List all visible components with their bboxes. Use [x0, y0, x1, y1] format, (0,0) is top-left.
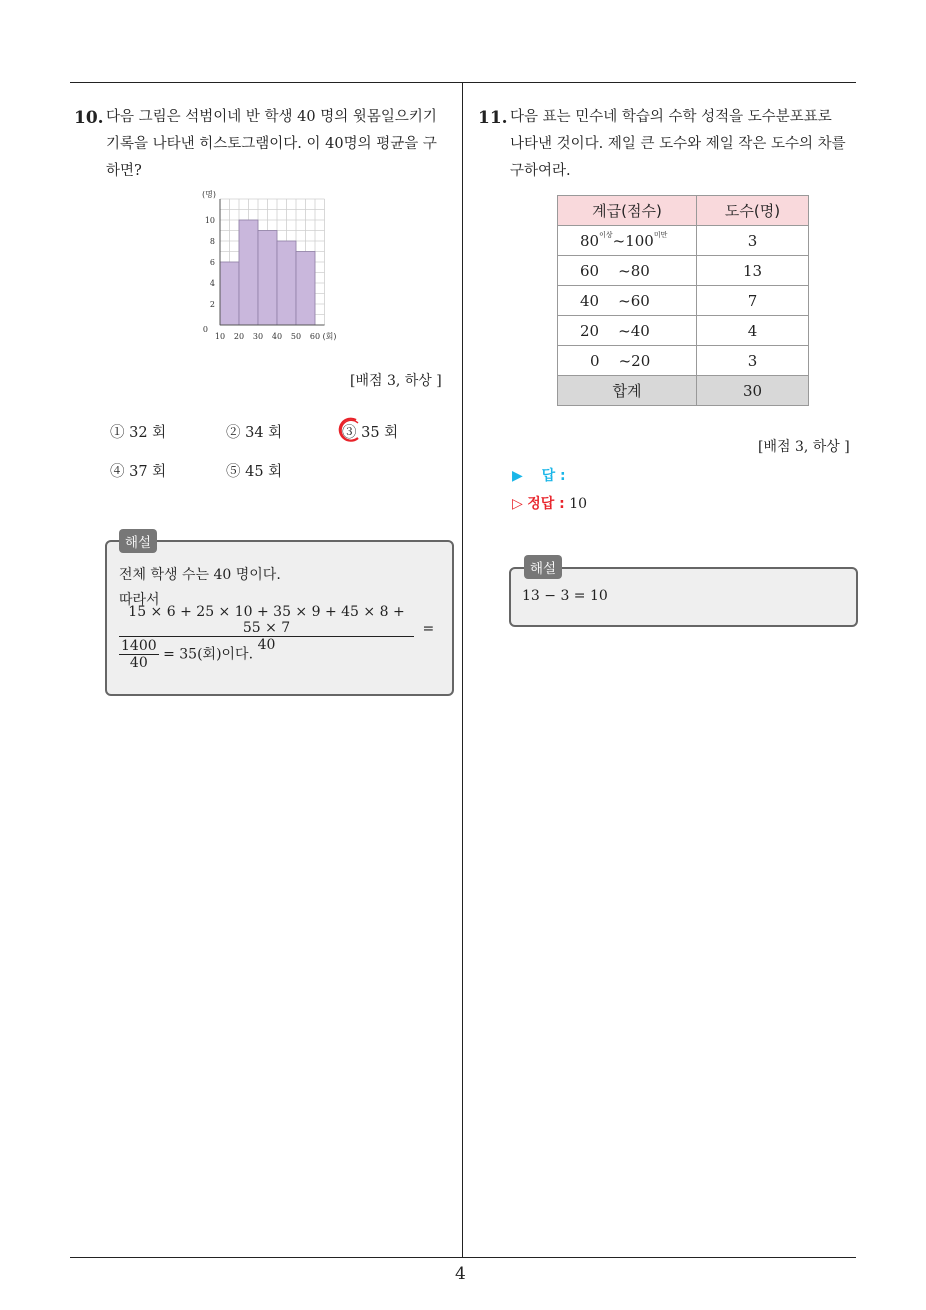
table-row	[558, 316, 809, 346]
frequency-cell: 13	[697, 256, 809, 286]
q11-line: 나타낸 것이다. 제일 큰 도수와 제일 작은 도수의 차를	[510, 136, 846, 152]
x-tick-label: 60	[309, 332, 321, 341]
correct-value: 10	[569, 496, 588, 512]
choice-4[interactable]: ④ 37 회	[110, 464, 167, 480]
selected-circle-icon	[334, 414, 364, 446]
q11-explanation-text: 13 − 3 = 10	[522, 588, 608, 604]
q10-explanation-label: 해설	[119, 529, 157, 553]
formula-denominator: 40	[257, 637, 276, 653]
q10-explanation-line1: 전체 학생 수는 40 명이다.	[119, 567, 281, 583]
class-cell: 60 ~80	[558, 256, 697, 286]
y-tick-label: 10	[204, 216, 215, 225]
q11-explanation-label: 해설	[524, 555, 562, 579]
y-tick-label: 4	[209, 279, 215, 288]
q10-line: 다음 그림은 석범이네 반 학생 40 명의 윗몸일으키기	[106, 109, 437, 125]
histogram-chart	[195, 190, 365, 345]
q11-number: 11.	[478, 108, 508, 128]
total-label: 합계	[558, 376, 697, 406]
x-tick-label: 10	[214, 332, 226, 341]
q11-score: [배점 3, 하상 ]	[758, 439, 850, 455]
histogram-bar	[258, 231, 277, 326]
histogram-bar	[239, 220, 258, 325]
correct-label: 정답 :	[527, 496, 565, 512]
formula2-numerator: 1400	[121, 638, 157, 654]
formula-equals: =	[422, 620, 435, 637]
frequency-table	[557, 195, 809, 406]
class-cell: 40 ~60	[558, 286, 697, 316]
frequency-cell: 4	[697, 316, 809, 346]
table-row	[558, 226, 809, 256]
q10-number: 10.	[74, 108, 104, 128]
frequency-cell: 3	[697, 226, 809, 256]
histogram-bar	[220, 262, 239, 325]
formula2-denominator: 40	[129, 655, 148, 671]
table-total-row	[558, 376, 809, 406]
y-axis-label: (명)	[202, 190, 216, 199]
histogram-bar	[296, 252, 315, 326]
header-frequency: 도수(명)	[697, 196, 809, 226]
choice-3-marker: ③	[342, 425, 357, 441]
answer-line	[512, 465, 566, 485]
correct-answer-line	[512, 493, 587, 513]
top-rule	[70, 82, 856, 83]
x-axis-label: (회)	[322, 332, 337, 341]
formula2-result: = 35(회)이다.	[163, 646, 254, 663]
table-row	[558, 256, 809, 286]
y-tick-label: 0	[202, 325, 208, 334]
q10-text	[106, 104, 456, 185]
answer-marker-icon: ▶	[512, 468, 523, 484]
q10-formula2	[119, 638, 253, 671]
table-row	[558, 346, 809, 376]
x-tick-label: 50	[290, 332, 302, 341]
x-tick-label: 30	[252, 332, 264, 341]
header-class: 계급(점수)	[558, 196, 697, 226]
class-high: ~100	[612, 231, 654, 250]
formula-numerator: 15 × 6 + 25 × 10 + 35 × 9 + 45 × 8 + 55 × 7	[119, 604, 414, 637]
choice-5[interactable]: ⑤ 45 회	[226, 464, 283, 480]
frequency-cell: 7	[697, 286, 809, 316]
x-tick-label: 40	[271, 332, 283, 341]
choice-3-label: 35 회	[361, 425, 399, 441]
column-divider	[462, 82, 463, 1258]
frequency-cell: 3	[697, 346, 809, 376]
q10-line: 기록을 나타낸 히스토그램이다. 이 40명의 평균을 구	[106, 136, 437, 152]
q11-text	[510, 104, 860, 185]
total-value: 30	[697, 376, 809, 406]
table-header-row	[558, 196, 809, 226]
bottom-rule	[70, 1257, 856, 1258]
page-number: 4	[455, 1264, 466, 1284]
table-row	[558, 286, 809, 316]
q11-line: 다음 표는 민수네 학습의 수학 성적을 도수분포표로	[510, 109, 832, 125]
class-sup-under: 미만	[653, 230, 668, 239]
class-cell	[558, 226, 697, 256]
q11-line: 구하여라.	[510, 163, 571, 179]
class-sup-over: 이상	[599, 230, 613, 239]
class-cell: 0 ~20	[558, 346, 697, 376]
q10-score: [배점 3, 하상 ]	[350, 373, 442, 389]
q10-line: 하면?	[106, 163, 142, 179]
answer-label: 답 :	[541, 468, 566, 484]
choice-1[interactable]: ① 32 회	[110, 425, 167, 441]
y-tick-label: 8	[209, 237, 215, 246]
correct-marker-icon: ▷	[512, 496, 523, 512]
y-tick-label: 6	[209, 258, 215, 267]
choice-2[interactable]: ② 34 회	[226, 425, 283, 441]
histogram-bar	[277, 241, 296, 325]
q10-explanation-line2: 따라서	[119, 592, 160, 608]
x-tick-label: 20	[233, 332, 245, 341]
y-tick-label: 2	[209, 300, 215, 309]
class-low: 80	[580, 231, 600, 250]
class-cell: 20 ~40	[558, 316, 697, 346]
